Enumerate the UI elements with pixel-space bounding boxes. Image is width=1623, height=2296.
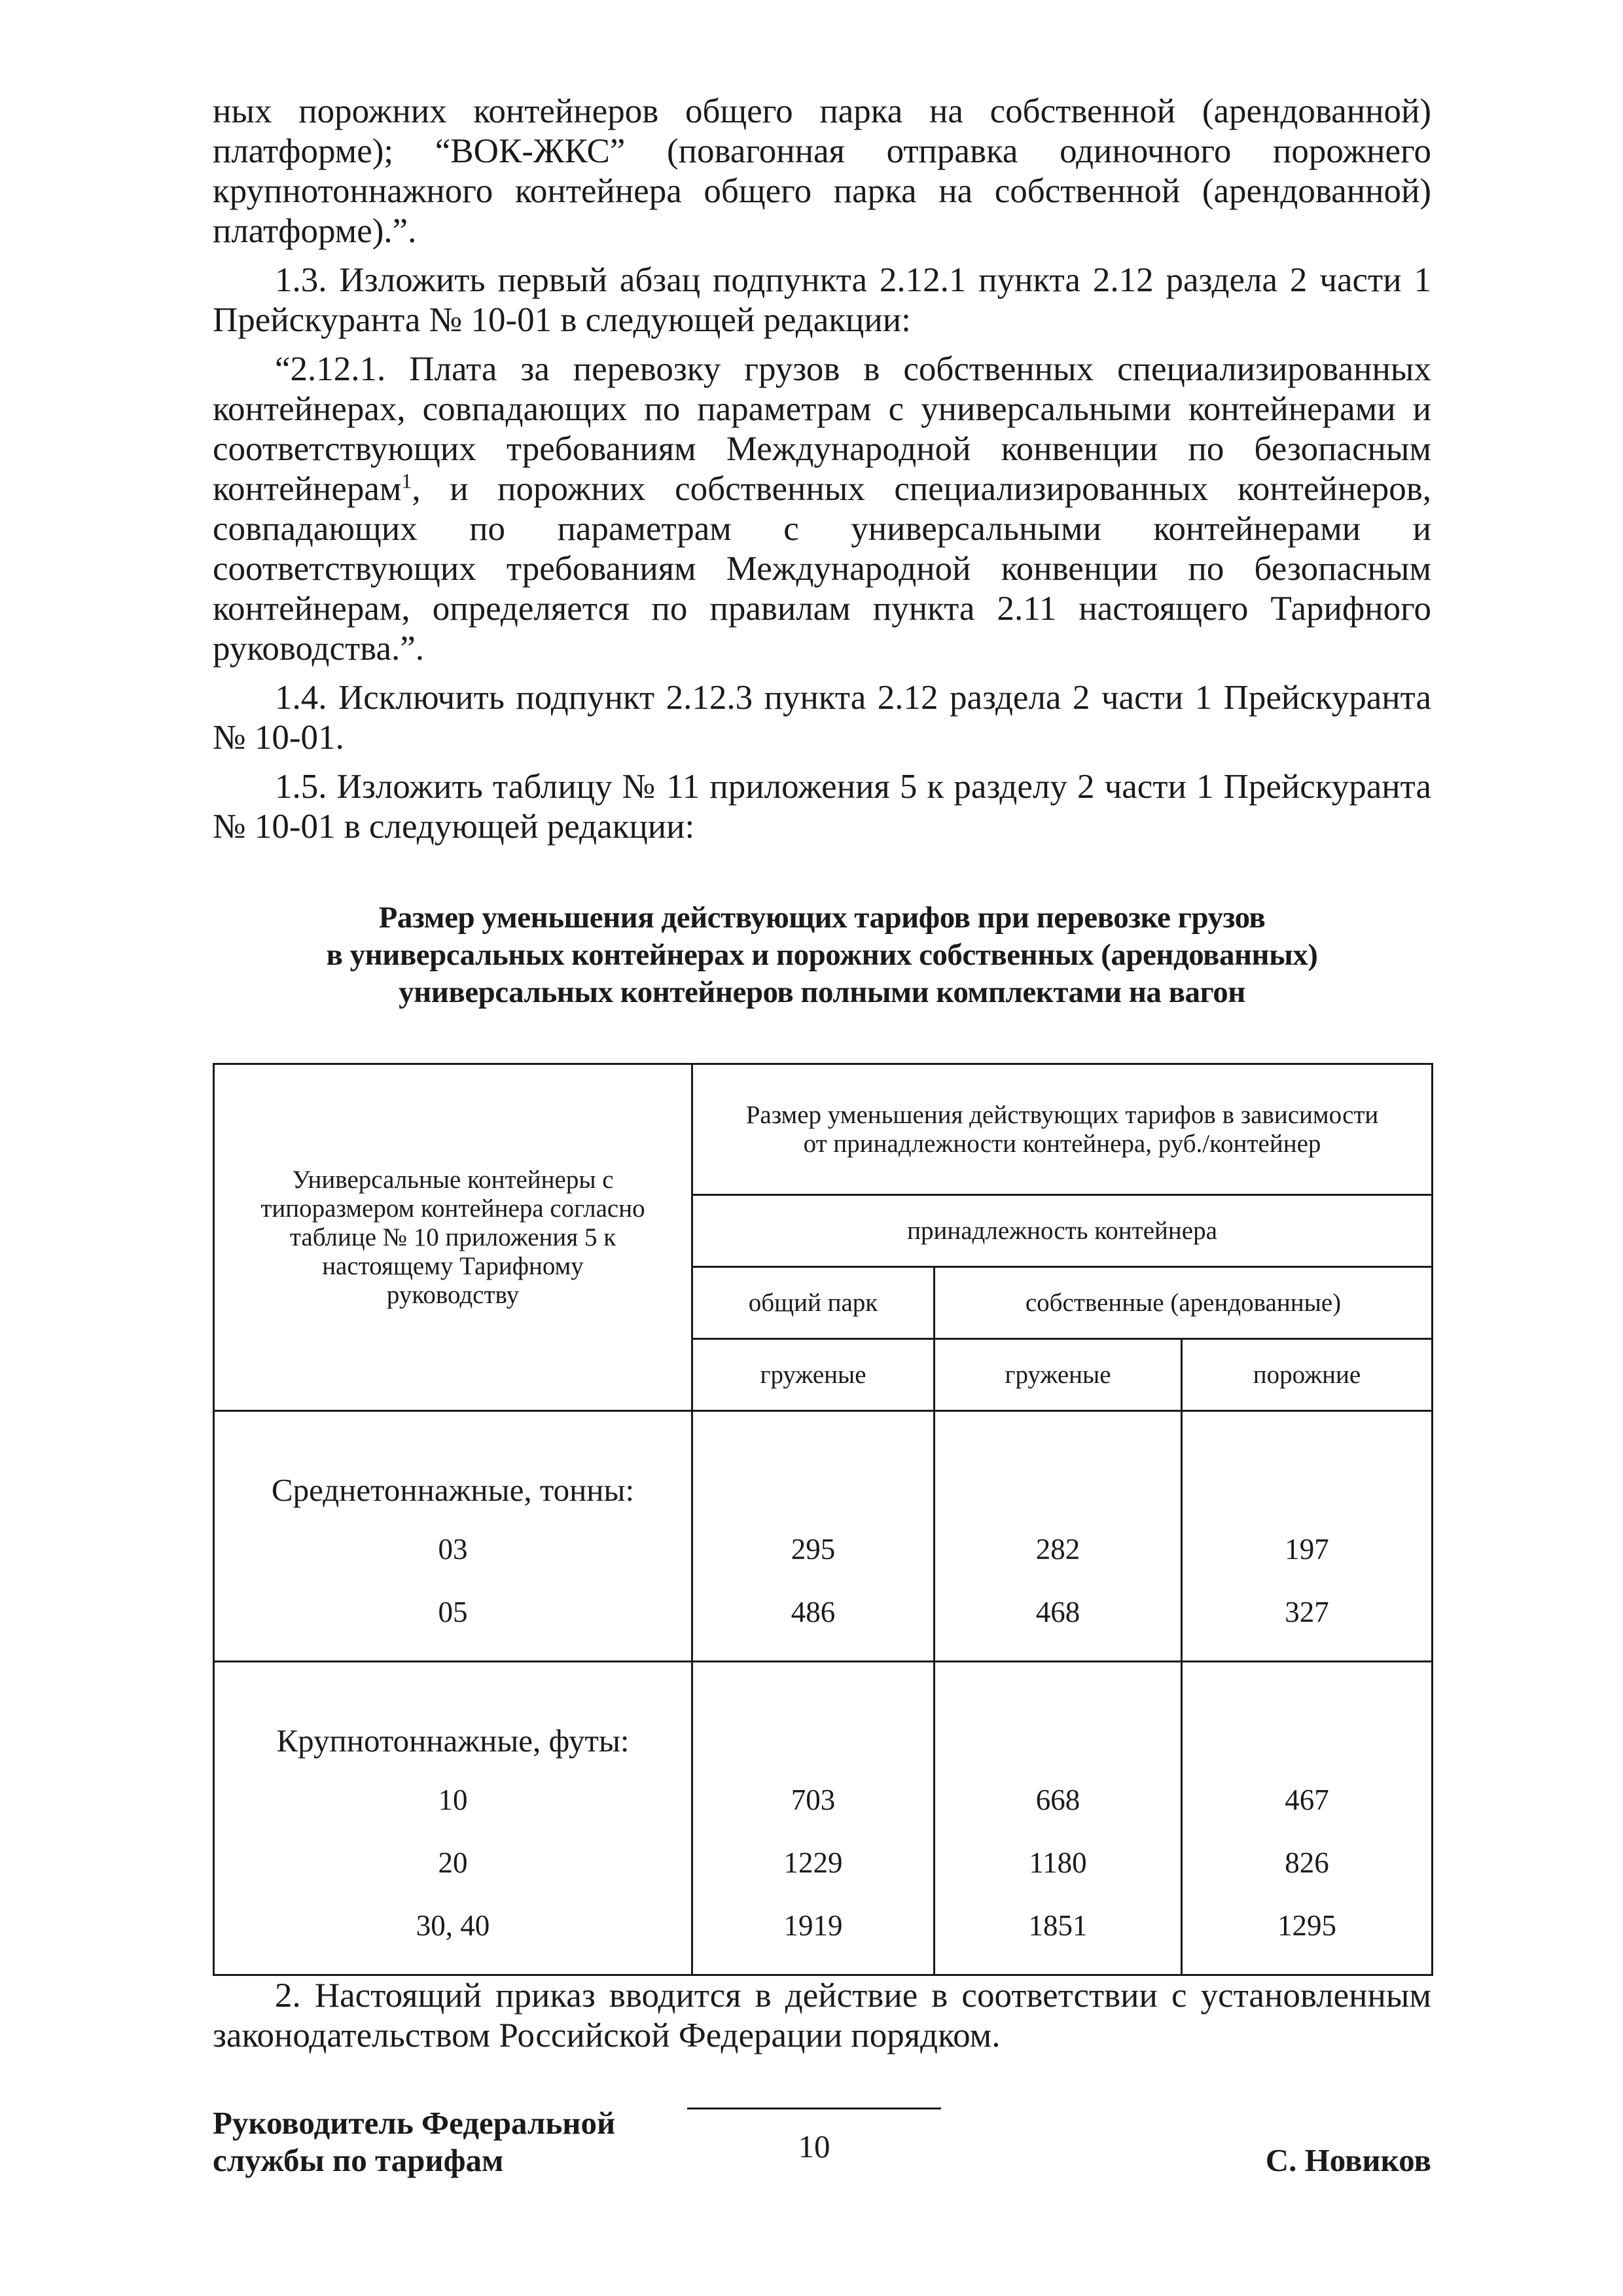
paragraph-2-12-1 bbox=[213, 350, 1431, 669]
table-title-line-2: в универсальных контейнерах и порожних собственных (арендованных) bbox=[326, 938, 1318, 972]
table-title bbox=[213, 899, 1431, 1011]
value-own-empty: 1295 bbox=[1182, 1894, 1433, 1975]
size-cell: 10 bbox=[214, 1768, 692, 1831]
value-own-empty: 467 bbox=[1182, 1768, 1433, 1831]
header-reduction-amount: Размер уменьшения действующих тарифов в зависимости от принадлежности контейнера, руб./контейнер bbox=[692, 1064, 1433, 1195]
header-ownership: принадлежность контейнера bbox=[692, 1195, 1433, 1267]
size-cell: 05 bbox=[214, 1581, 692, 1662]
header-container-type: Универсальные контейнеры с типоразмером контейнера согласно таблице № 10 приложения 5 к настоящему Тарифному руководству bbox=[214, 1064, 692, 1411]
group-label-medium: Среднетоннажные, тонны: bbox=[214, 1411, 692, 1518]
header-general-park: общий парк bbox=[692, 1267, 935, 1339]
table-cell bbox=[1182, 1411, 1433, 1518]
tariff-reduction-table bbox=[213, 1063, 1433, 1976]
table-row bbox=[214, 1894, 1433, 1975]
signatory-name: С. Новиков bbox=[1265, 2142, 1431, 2178]
paragraph-2-12-1-part-a: “2.12.1. Плата за перевозку грузов в собственных специализированных контейнерах, совпадающих по параметрам с универсальными контейнерами и соответствующих требованиям Международной конвенции по безопасным контейнерам bbox=[213, 350, 1431, 508]
value-own-empty: 826 bbox=[1182, 1831, 1433, 1894]
tariff-table-wrapper bbox=[213, 1063, 1431, 1976]
value-general-loaded: 1919 bbox=[692, 1894, 935, 1975]
value-own-empty: 197 bbox=[1182, 1518, 1433, 1581]
signatory-title-line-1: Руководитель Федеральной bbox=[213, 2105, 616, 2141]
table-title-line-1: Размер уменьшения действующих тарифов при перевозке грузов bbox=[378, 901, 1266, 935]
table-title-line-3: универсальных контейнеров полными комплектами на вагон bbox=[399, 975, 1245, 1009]
table-row bbox=[214, 1768, 1433, 1831]
value-own-empty: 327 bbox=[1182, 1581, 1433, 1662]
size-cell: 30, 40 bbox=[214, 1894, 692, 1975]
signatory-title-line-2: службы по тарифам bbox=[213, 2142, 504, 2178]
value-own-loaded: 1180 bbox=[935, 1831, 1182, 1894]
table-cell bbox=[692, 1411, 935, 1518]
header-empty-own: порожние bbox=[1182, 1339, 1433, 1411]
paragraph-1-4: 1.4. Исключить подпункт 2.12.3 пункта 2.12 раздела 2 части 1 Прейскуранта № 10-01. bbox=[213, 679, 1431, 757]
signatory-title bbox=[213, 2104, 615, 2179]
size-cell: 20 bbox=[214, 1831, 692, 1894]
header-loaded-general: груженые bbox=[692, 1339, 935, 1411]
paragraph-1-5: 1.5. Изложить таблицу № 11 приложения 5 к разделу 2 части 1 Прейскуранта № 10-01 в следующей редакции: bbox=[213, 768, 1431, 846]
value-own-loaded: 668 bbox=[935, 1768, 1182, 1831]
value-general-loaded: 703 bbox=[692, 1768, 935, 1831]
value-own-loaded: 1851 bbox=[935, 1894, 1182, 1975]
table-cell bbox=[692, 1662, 935, 1769]
value-own-loaded: 282 bbox=[935, 1518, 1182, 1581]
paragraph-2-12-1-part-b: , и порожних собственных специализированных контейнеров, совпадающих по параметрам с универсальными контейнерами и соответствующих требованиям Международной конвенции по безопасным контейнерам, определяется по правилам пункта 2.11 настоящего Тарифного руководства.”. bbox=[213, 470, 1431, 668]
table-row bbox=[214, 1581, 1433, 1662]
value-own-loaded: 468 bbox=[935, 1581, 1182, 1662]
header-own-leased: собственные (арендованные) bbox=[935, 1267, 1433, 1339]
value-general-loaded: 1229 bbox=[692, 1831, 935, 1894]
table-cell bbox=[1182, 1662, 1433, 1769]
footer-divider bbox=[687, 2108, 941, 2109]
header-loaded-own: груженые bbox=[935, 1339, 1182, 1411]
paragraph-continuation: ных порожних контейнеров общего парка на собственной (арендованной) платформе); “ВОК-ЖКС” (повагонная отправка одиночного порожнего крупнотоннажного контейнера общего парка на собственной (арендованной) платформе).”. bbox=[213, 92, 1431, 250]
table-row bbox=[214, 1518, 1433, 1581]
table-row bbox=[214, 1831, 1433, 1894]
group-label-large: Крупнотоннажные, футы: bbox=[214, 1662, 692, 1769]
value-general-loaded: 486 bbox=[692, 1581, 935, 1662]
table-cell bbox=[935, 1662, 1182, 1769]
table-cell bbox=[935, 1411, 1182, 1518]
closing-paragraph: 2. Настоящий приказ вводится в действие в соответствии с установленным законодательством Российской Федерации порядком. bbox=[213, 1977, 1431, 2054]
size-cell: 03 bbox=[214, 1518, 692, 1581]
document-page bbox=[213, 92, 1431, 2183]
page-number: 10 bbox=[798, 2128, 830, 2164]
paragraph-1-3: 1.3. Изложить первый абзац подпункта 2.12.1 пункта 2.12 раздела 2 части 1 Прейскуранта № 10-01 в следующей редакции: bbox=[213, 261, 1431, 339]
value-general-loaded: 295 bbox=[692, 1518, 935, 1581]
footnote-marker: 1 bbox=[401, 469, 412, 493]
